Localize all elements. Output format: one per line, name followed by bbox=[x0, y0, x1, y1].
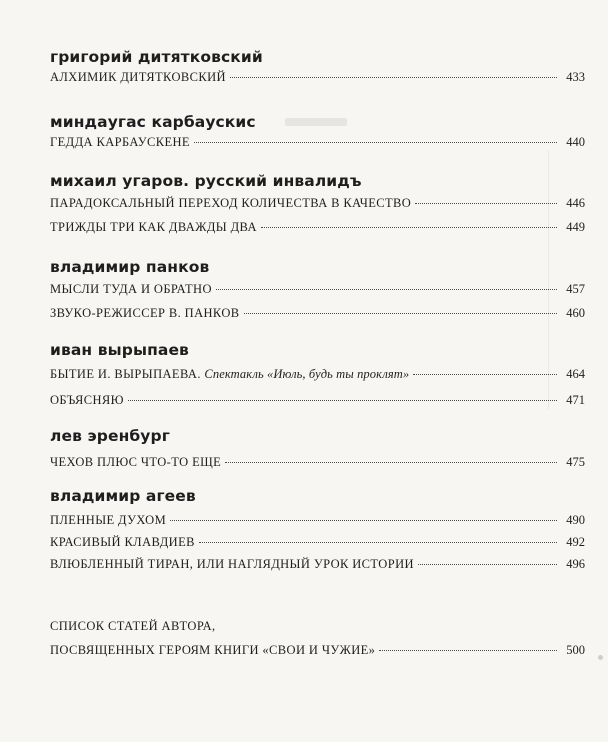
toc-entry[interactable] bbox=[50, 510, 585, 530]
toc-section-ageev bbox=[50, 486, 585, 574]
entry-page-number: 500 bbox=[566, 643, 585, 657]
dot-leader bbox=[225, 462, 557, 463]
appendix-title-line-1: СПИСОК СТАТЕЙ АВТОРА, bbox=[50, 619, 216, 633]
dot-leader bbox=[128, 400, 557, 401]
entry-page-number: 460 bbox=[566, 306, 585, 320]
section-author: владимир панков bbox=[50, 258, 210, 276]
toc-section-vyrypaev bbox=[50, 340, 585, 410]
entry-title: ЧЕХОВ ПЛЮС ЧТО-ТО ЕЩЕ bbox=[50, 455, 222, 469]
entry-title: ЗВУКО-РЕЖИССЕР В. ПАНКОВ bbox=[50, 306, 240, 320]
toc-entry[interactable] bbox=[50, 390, 585, 410]
dot-leader bbox=[199, 542, 557, 543]
dot-leader bbox=[216, 289, 557, 290]
entry-page-number: 464 bbox=[566, 367, 585, 381]
toc-entry[interactable] bbox=[50, 279, 585, 299]
dot-leader bbox=[418, 564, 557, 565]
toc-section-ugarov bbox=[50, 171, 585, 237]
entry-title: КРАСИВЫЙ КЛАВДИЕВ bbox=[50, 535, 195, 549]
page-speck bbox=[598, 655, 603, 660]
dot-leader bbox=[413, 374, 557, 375]
entry-title-main: БЫТИЕ И. ВЫРЫПАЕВА. bbox=[50, 367, 201, 381]
entry-page-number: 490 bbox=[566, 513, 585, 527]
toc-entry[interactable] bbox=[50, 132, 585, 152]
entry-page-number: 446 bbox=[566, 196, 585, 210]
entry-title: ТРИЖДЫ ТРИ КАК ДВАЖДЫ ДВА bbox=[50, 220, 257, 234]
entry-title: ВЛЮБЛЕННЫЙ ТИРАН, ИЛИ НАГЛЯДНЫЙ УРОК ИСТОРИИ bbox=[50, 557, 414, 571]
toc-section-pankov bbox=[50, 257, 585, 323]
entry-page-number: 433 bbox=[566, 70, 585, 84]
dot-leader bbox=[194, 142, 557, 143]
entry-page-number: 449 bbox=[566, 220, 585, 234]
section-author: лев эренбург bbox=[50, 427, 170, 445]
entry-title: ПАРАДОКСАЛЬНЫЙ ПЕРЕХОД КОЛИЧЕСТВА В КАЧЕСТВО bbox=[50, 196, 412, 210]
dot-leader bbox=[415, 203, 557, 204]
toc-entry[interactable] bbox=[50, 193, 585, 213]
dot-leader bbox=[230, 77, 557, 78]
section-author: михаил угаров. русский инвалидъ bbox=[50, 172, 362, 190]
entry-title: ПЛЕННЫЕ ДУХОМ bbox=[50, 513, 167, 527]
toc-entry[interactable] bbox=[50, 217, 585, 237]
section-author: владимир агеев bbox=[50, 487, 196, 505]
section-author: григорий дитятковский bbox=[50, 48, 263, 66]
dot-leader bbox=[379, 650, 557, 651]
entry-page-number: 496 bbox=[566, 557, 585, 571]
entry-title bbox=[50, 364, 409, 384]
toc-entry[interactable] bbox=[50, 452, 585, 472]
entry-subtitle: Спектакль «Июль, будь ты проклят» bbox=[204, 367, 410, 381]
toc-section-karbauskis bbox=[50, 112, 585, 152]
dot-leader bbox=[261, 227, 557, 228]
entry-title: ГЕДДА КАРБАУСКЕНЕ bbox=[50, 135, 190, 149]
toc-section-dityatkovsky bbox=[50, 47, 585, 87]
entry-page-number: 492 bbox=[566, 535, 585, 549]
toc-entry[interactable] bbox=[50, 364, 585, 384]
entry-title: ОБЪЯСНЯЮ bbox=[50, 393, 124, 407]
entry-title: МЫСЛИ ТУДА И ОБРАТНО bbox=[50, 282, 212, 296]
toc-entry[interactable] bbox=[50, 532, 585, 552]
entry-page-number: 471 bbox=[566, 393, 585, 407]
toc-entry[interactable] bbox=[50, 67, 585, 87]
toc-entry[interactable] bbox=[50, 303, 585, 323]
toc-appendix bbox=[50, 616, 585, 660]
entry-title: АЛХИМИК ДИТЯТКОВСКИЙ bbox=[50, 70, 226, 84]
toc-section-erenburg bbox=[50, 426, 585, 472]
dot-leader bbox=[170, 520, 557, 521]
toc-entry[interactable] bbox=[50, 554, 585, 574]
toc-entry[interactable] bbox=[50, 640, 585, 660]
entry-page-number: 457 bbox=[566, 282, 585, 296]
section-author: иван вырыпаев bbox=[50, 341, 189, 359]
dot-leader bbox=[244, 313, 557, 314]
entry-page-number: 440 bbox=[566, 135, 585, 149]
section-author: миндаугас карбаускис bbox=[50, 113, 256, 131]
appendix-line-1 bbox=[50, 616, 585, 636]
appendix-title-line-2: ПОСВЯЩЕННЫХ ГЕРОЯМ КНИГИ «СВОИ И ЧУЖИЕ» bbox=[50, 643, 376, 657]
entry-page-number: 475 bbox=[566, 455, 585, 469]
